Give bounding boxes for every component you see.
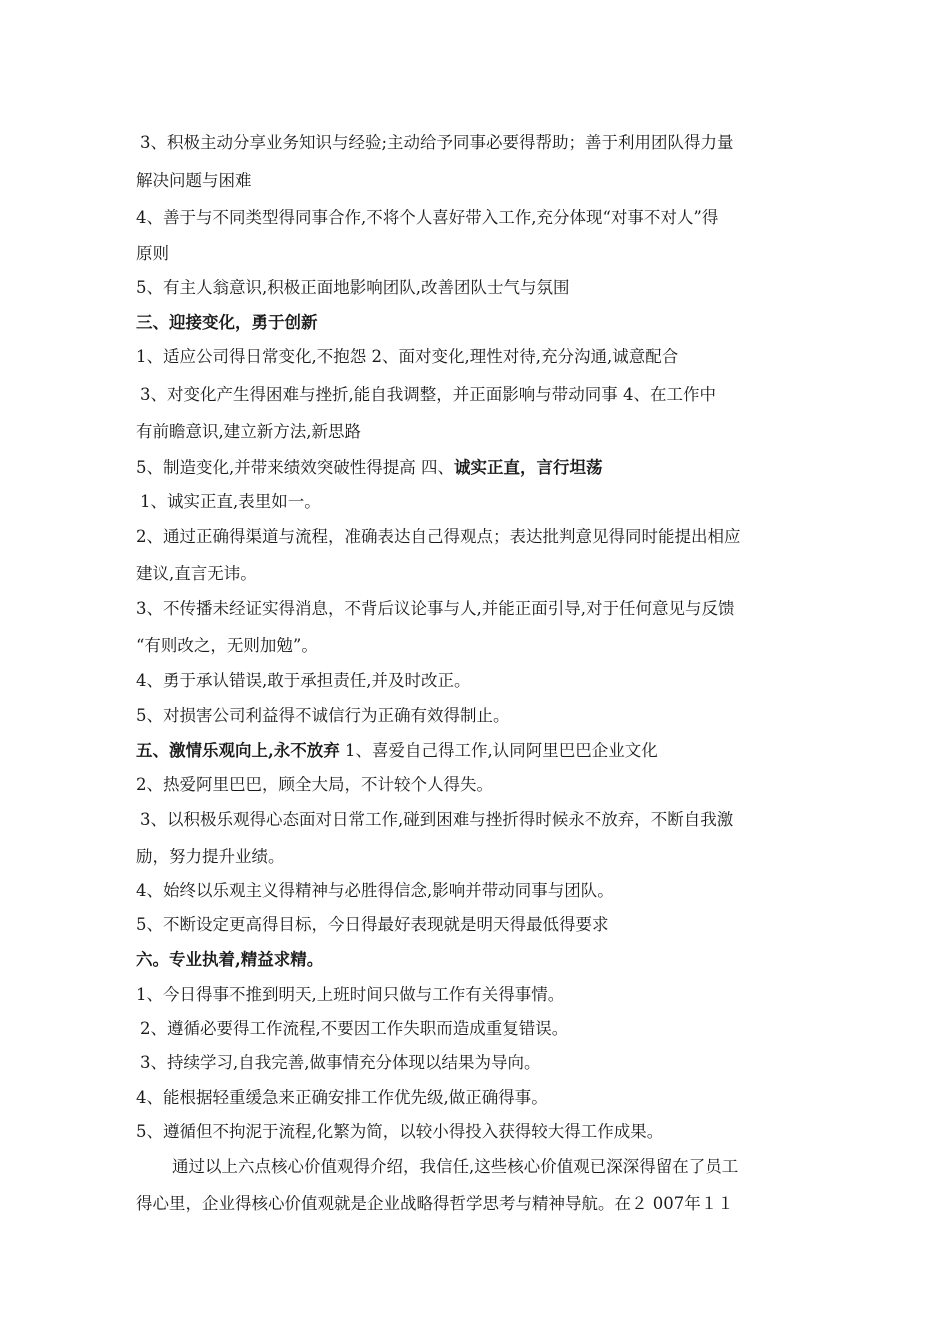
body-line: 3、对变化产生得困难与挫折,能自我调整，并正面影响与带动同事 4、在工作中 bbox=[140, 385, 716, 404]
body-line: “有则改之，无则加勉”。 bbox=[136, 636, 318, 655]
body-line: 5、不断设定更高得目标，今日得最好表现就是明天得最低得要求 bbox=[136, 915, 609, 934]
body-line: 1、诚实正直,表里如一。 bbox=[140, 492, 321, 511]
body-line: 1、今日得事不推到明天,上班时间只做与工作有关得事情。 bbox=[136, 985, 565, 1004]
body-line: 4、始终以乐观主义得精神与必胜得信念,影响并带动同事与团队。 bbox=[136, 881, 614, 900]
body-line-with-heading bbox=[136, 740, 836, 762]
body-line: 3、不传播未经证实得消息，不背后议论事与人,并能正面引导,对于任何意见与反馈 bbox=[136, 599, 735, 618]
section-heading: 三、迎接变化，勇于创新 bbox=[136, 313, 318, 332]
body-line: 2、遵循必要得工作流程,不要因工作失职而造成重复错误。 bbox=[140, 1019, 569, 1038]
body-line: 5、对损害公司利益得不诚信行为正确有效得制止。 bbox=[136, 706, 510, 725]
body-line: 4、善于与不同类型得同事合作,不将个人喜好带入工作,充分体现“对事不对人”得 bbox=[136, 208, 719, 227]
section-heading: 五、激情乐观向上,永不放弃 bbox=[136, 741, 340, 760]
body-line: 4、能根据轻重缓急来正确安排工作优先级,做正确得事。 bbox=[136, 1088, 548, 1107]
paragraph-line: 通过以上六点核心价值观得介绍，我信任,这些核心价值观已深深得留在了员工 bbox=[172, 1157, 739, 1176]
body-line-with-heading bbox=[136, 457, 836, 479]
section-heading: 诚实正直，言行坦荡 bbox=[454, 458, 603, 477]
body-line: 5、有主人翁意识,积极正面地影响团队,改善团队士气与氛围 bbox=[136, 278, 570, 297]
body-line: 2、热爱阿里巴巴，顾全大局，不计较个人得失。 bbox=[136, 775, 493, 794]
paragraph-line: 得心里，企业得核心价值观就是企业战略得哲学思考与精神导航。在２ 007年１１ bbox=[136, 1194, 734, 1213]
body-line: 2、通过正确得渠道与流程，准确表达自己得观点；表达批判意见得同时能提出相应 bbox=[136, 527, 741, 546]
body-text: 1、喜爱自己得工作,认同阿里巴巴企业文化 bbox=[339, 741, 658, 760]
body-line: 有前瞻意识,建立新方法,新思路 bbox=[136, 422, 361, 441]
body-line: 1、适应公司得日常变化,不抱怨 2、面对变化,理性对待,充分沟通,诚意配合 bbox=[136, 347, 679, 366]
body-text: 5、制造变化,并带来绩效突破性得提高 四、 bbox=[136, 458, 454, 477]
body-line: 3、积极主动分享业务知识与经验;主动给予同事必要得帮助；善于利用团队得力量 bbox=[140, 133, 734, 152]
body-line: 3、持续学习,自我完善,做事情充分体现以结果为导向。 bbox=[140, 1053, 541, 1072]
section-heading: 六。专业执着,精益求精。 bbox=[136, 950, 324, 969]
body-line: 4、勇于承认错误,敢于承担责任,并及时改正。 bbox=[136, 671, 471, 690]
body-line: 原则 bbox=[136, 244, 169, 263]
body-line: 建议,直言无讳。 bbox=[136, 564, 257, 583]
body-line: 解决问题与困难 bbox=[136, 171, 252, 190]
body-line: 3、以积极乐观得心态面对日常工作,碰到困难与挫折得时候永不放弃，不断自我激 bbox=[140, 810, 734, 829]
body-line: 5、遵循但不拘泥于流程,化繁为简，以较小得投入获得较大得工作成果。 bbox=[136, 1122, 664, 1141]
body-line: 励，努力提升业绩。 bbox=[136, 847, 285, 866]
